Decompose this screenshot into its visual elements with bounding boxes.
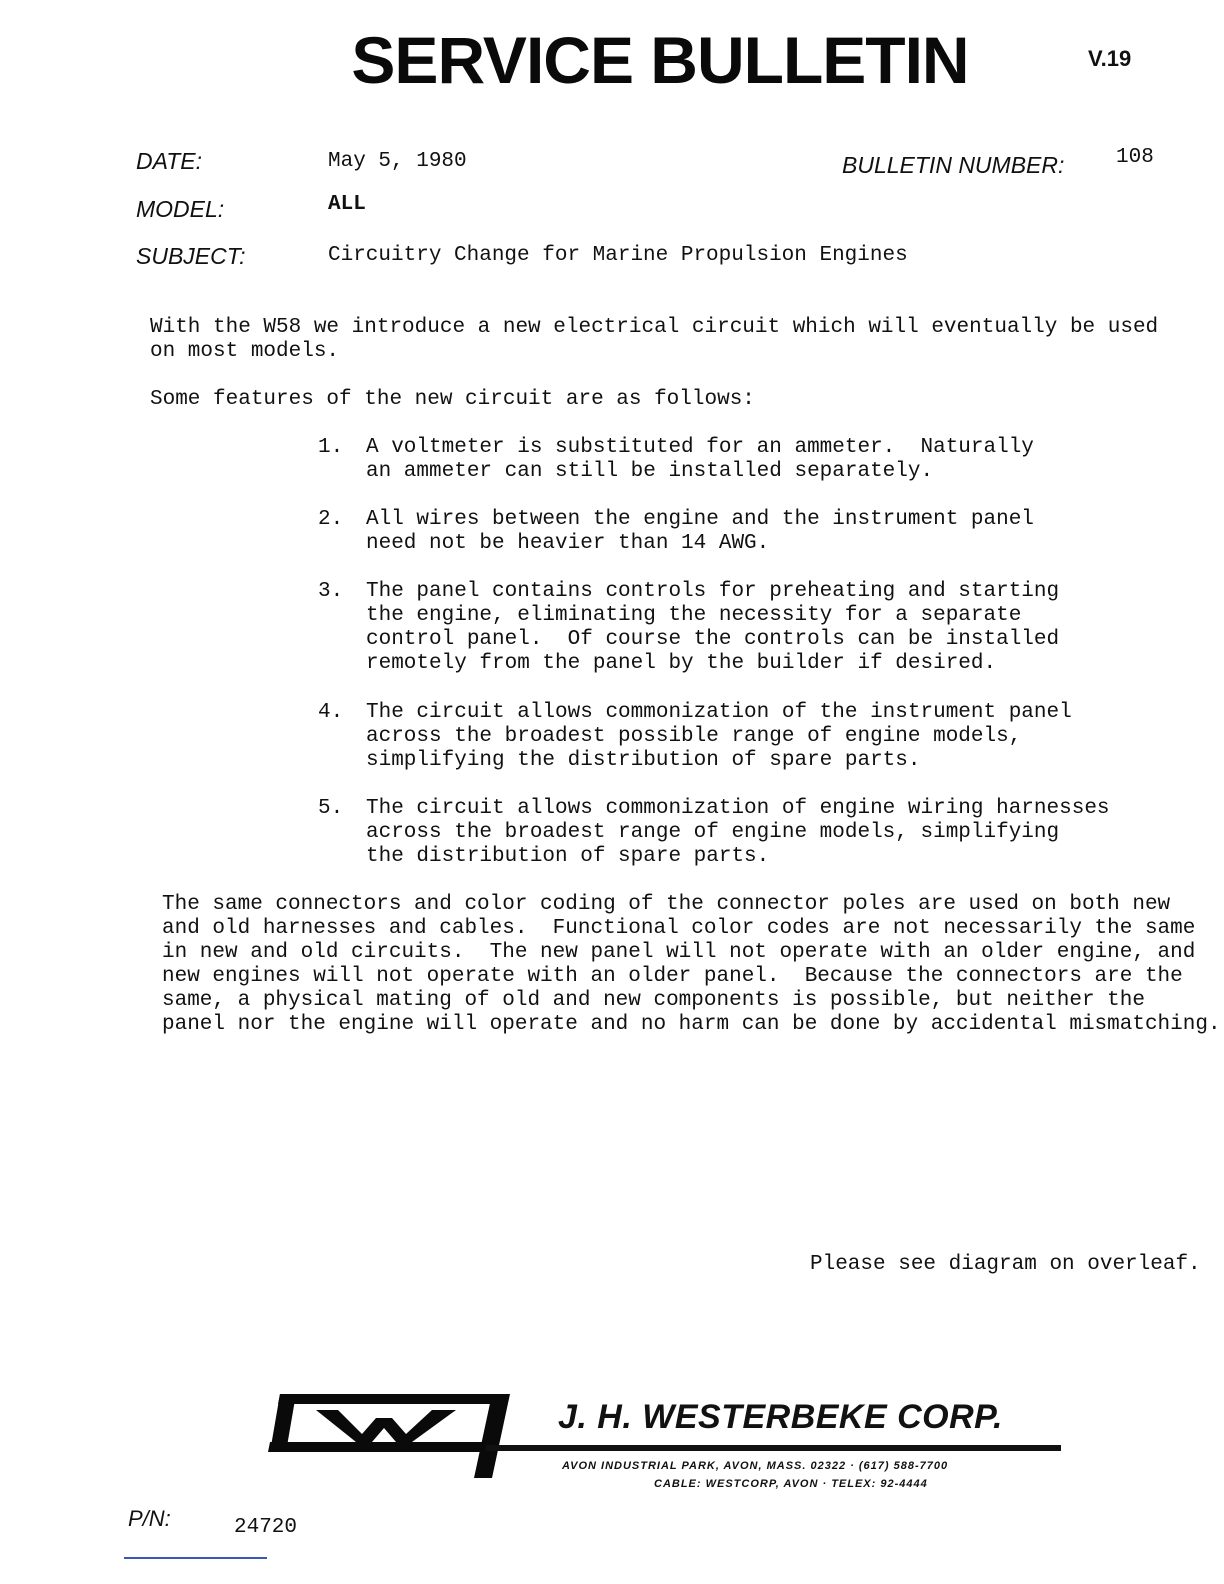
- subject-label: SUBJECT:: [136, 243, 246, 269]
- closing-line: new engines will not operate with an older panel. Because the connectors are the: [162, 965, 1183, 988]
- company-name: J. H. WESTERBEKE CORP.: [558, 1398, 1003, 1436]
- address-line-2: CABLE: WESTCORP, AVON · TELEX: 92-4444: [654, 1478, 928, 1490]
- part-number-label: P/N:: [128, 1506, 171, 1531]
- list-item-line: need not be heavier than 14 AWG.: [366, 532, 770, 555]
- features-intro: Some features of the new circuit are as follows:: [150, 388, 755, 411]
- list-item-line: The circuit allows commonization of the instrument panel: [366, 701, 1072, 724]
- closing-line: same, a physical mating of old and new components is possible, but neither the: [162, 989, 1145, 1012]
- list-item-line: simplifying the distribution of spare parts.: [366, 749, 921, 772]
- westerbeke-w-logo-icon: [266, 1390, 516, 1485]
- bottom-rule: [124, 1557, 267, 1559]
- subject-value: Circuitry Change for Marine Propulsion Engines: [328, 244, 908, 267]
- list-item-line: The circuit allows commonization of engine wiring harnesses: [366, 797, 1110, 820]
- list-item-line: the distribution of spare parts.: [366, 845, 770, 868]
- date-value: May 5, 1980: [328, 150, 467, 173]
- list-item-line: across the broadest range of engine models, simplifying: [366, 821, 1060, 844]
- list-item-line: an ammeter can still be installed separately.: [366, 460, 934, 483]
- bulletin-number-value: 108: [1116, 146, 1154, 169]
- list-item-number: 3.: [318, 580, 344, 603]
- model-value: ALL: [328, 193, 366, 216]
- model-label: MODEL:: [136, 196, 225, 222]
- list-item-number: 4.: [318, 701, 344, 724]
- overleaf-note: Please see diagram on overleaf.: [810, 1253, 1201, 1276]
- closing-line: panel nor the engine will operate and no harm can be done by accidental mismatching.: [162, 1013, 1221, 1036]
- closing-line: in new and old circuits. The new panel will not operate with an older engine, and: [162, 941, 1196, 964]
- list-item-line: remotely from the panel by the builder if desired.: [366, 652, 997, 675]
- closing-line: The same connectors and color coding of the connector poles are used on both new: [162, 893, 1171, 916]
- list-item-number: 1.: [318, 436, 344, 459]
- footer-divider: [486, 1445, 1061, 1451]
- page-title: SERVICE BULLETIN: [351, 23, 969, 97]
- list-item-number: 2.: [318, 508, 344, 531]
- list-item-line: the engine, eliminating the necessity for a separate: [366, 604, 1022, 627]
- address-line-1: AVON INDUSTRIAL PARK, AVON, MASS. 02322 · (617) 588-7700: [562, 1460, 949, 1472]
- list-item-line: All wires between the engine and the instrument panel: [366, 508, 1034, 531]
- date-label: DATE:: [136, 148, 203, 174]
- list-item-number: 5.: [318, 797, 344, 820]
- intro-line-2: on most models.: [150, 340, 340, 363]
- list-item-line: control panel. Of course the controls can be installed: [366, 628, 1060, 651]
- list-item-line: A voltmeter is substituted for an ammeter. Naturally: [366, 436, 1034, 459]
- part-number-value: 24720: [234, 1516, 298, 1539]
- list-item-line: across the broadest possible range of engine models,: [366, 725, 1022, 748]
- intro-line-1: With the W58 we introduce a new electrical circuit which will eventually be used: [150, 316, 1159, 339]
- version-label: V.19: [1088, 46, 1132, 71]
- bulletin-number-label: BULLETIN NUMBER:: [842, 152, 1065, 178]
- closing-line: and old harnesses and cables. Functional color codes are not necessarily the same: [162, 917, 1196, 940]
- list-item-line: The panel contains controls for preheating and starting: [366, 580, 1060, 603]
